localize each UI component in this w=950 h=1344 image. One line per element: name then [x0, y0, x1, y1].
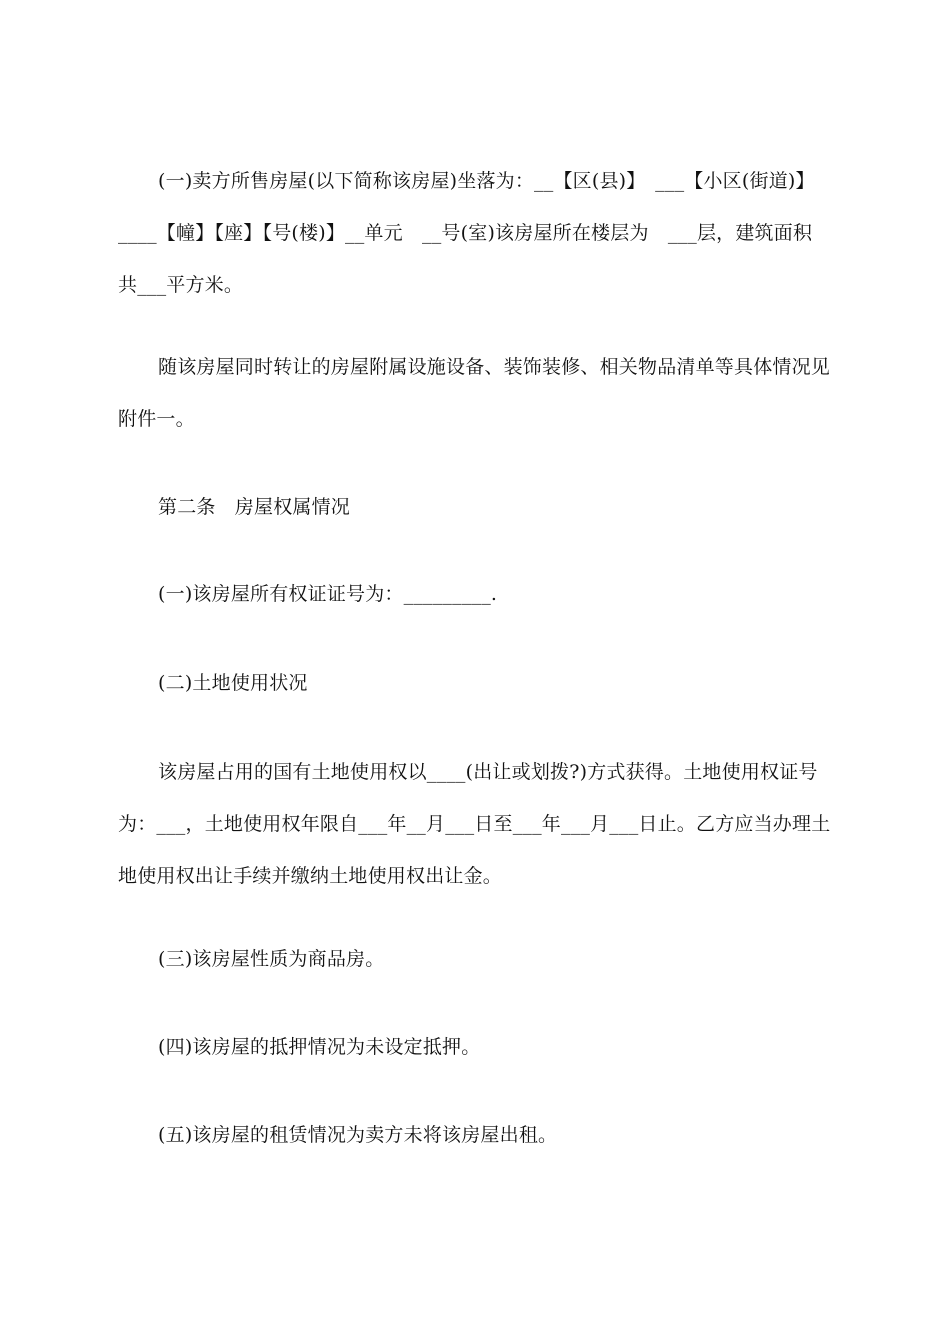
text-line: 该房屋占用的国有土地使用权以____(出让或划拨?)方式获得。土地使用权证号 [158, 761, 818, 783]
paragraph-lease-status: (五)该房屋的租赁情况为卖方未将该房屋出租。 [158, 1124, 558, 1146]
text-line: 地使用权出让手续并缴纳土地使用权出让金。 [118, 865, 503, 887]
text-line: 附件一。 [118, 408, 195, 430]
paragraph-land-use-heading: (二)土地使用状况 [158, 672, 308, 694]
text-line: 共___平方米。 [118, 274, 244, 296]
paragraph-land-use-details [118, 746, 833, 902]
text-line: ____【幢】【座】【号(楼)】__单元 __号(室)该房屋所在楼层为 ___层，建筑面积 [118, 222, 813, 244]
text-line: (一)卖方所售房屋(以下简称该房屋)坐落为：__【区(县)】 ___【小区(街道)】 [158, 170, 815, 192]
article-heading: 第二条 房屋权属情况 [158, 496, 351, 518]
paragraph-property-location [118, 155, 833, 311]
text-line: 为：___，土地使用权年限自___年__月___日至___年___月___日止。乙方应当办理土 [118, 813, 831, 835]
paragraph-attached-facilities [118, 341, 833, 445]
paragraph-property-nature: (三)该房屋性质为商品房。 [158, 948, 385, 970]
paragraph-ownership-certificate: (一)该房屋所有权证证号为：_________. [158, 583, 498, 605]
text-line: 随该房屋同时转让的房屋附属设施设备、装饰装修、相关物品清单等具体情况见 [158, 356, 831, 378]
paragraph-mortgage-status: (四)该房屋的抵押情况为未设定抵押。 [158, 1036, 481, 1058]
